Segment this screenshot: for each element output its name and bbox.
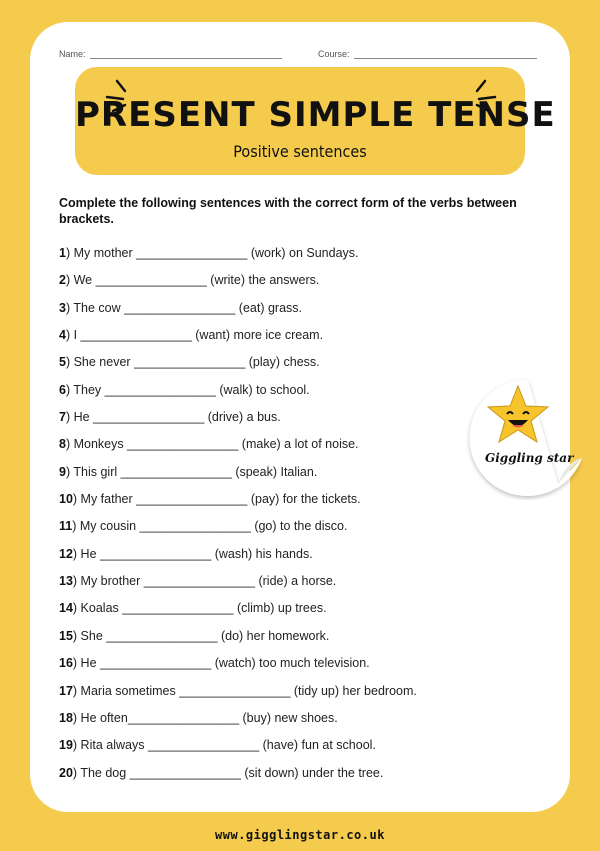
sentence-start: This girl bbox=[73, 464, 121, 479]
number-paren: ) bbox=[72, 710, 81, 725]
sentence-end: (do) her homework. bbox=[217, 628, 330, 643]
answer-blank[interactable]: ________________ bbox=[129, 765, 241, 780]
answer-blank[interactable]: ________________ bbox=[139, 519, 251, 534]
number-paren: ) bbox=[65, 246, 74, 260]
exercise-number: 2 bbox=[59, 273, 66, 288]
sentence-start: My brother bbox=[80, 574, 144, 589]
sentence-end: (wash) his hands. bbox=[211, 546, 313, 561]
course-field[interactable] bbox=[318, 49, 537, 59]
exercise-number: 12 bbox=[59, 546, 73, 561]
exercise-item bbox=[59, 383, 417, 410]
exercise-item bbox=[59, 355, 417, 382]
exercise-item bbox=[59, 574, 417, 601]
page-title: PRESENT SIMPLE TENSE bbox=[75, 95, 556, 135]
name-label: Name: bbox=[59, 49, 86, 59]
sentence-end: (sit down) under the tree. bbox=[240, 765, 384, 780]
answer-blank[interactable]: ________________ bbox=[127, 437, 239, 452]
sentence-end: (ride) a horse. bbox=[255, 574, 337, 589]
exercise-number: 5 bbox=[59, 355, 66, 370]
sentence-end: (watch) too much television. bbox=[211, 656, 370, 671]
exercise-item bbox=[59, 547, 417, 574]
sentence-end: (make) a lot of noise. bbox=[238, 437, 359, 452]
exercise-item bbox=[59, 328, 417, 355]
number-paren: ) bbox=[72, 492, 81, 507]
answer-blank[interactable]: ________________ bbox=[104, 382, 216, 397]
exercise-number: 16 bbox=[59, 656, 73, 671]
number-paren: ) bbox=[72, 601, 81, 616]
sentence-start: She bbox=[80, 628, 107, 643]
sentence-end: (play) chess. bbox=[245, 355, 320, 370]
answer-blank[interactable]: ________________ bbox=[100, 546, 212, 561]
answer-blank[interactable]: ________________ bbox=[147, 738, 260, 753]
sentence-start: She never bbox=[73, 355, 135, 370]
sentence-end: (drive) a bus. bbox=[204, 410, 281, 425]
sentence-start: They bbox=[73, 382, 105, 397]
exercise-item bbox=[59, 656, 417, 683]
exercise-number: 14 bbox=[59, 601, 73, 616]
number-paren: ) bbox=[72, 574, 81, 589]
number-paren: ) bbox=[72, 738, 81, 753]
answer-blank[interactable]: ________________ bbox=[143, 574, 255, 589]
answer-blank[interactable]: ________________ bbox=[120, 464, 232, 479]
sentence-start: Rita always bbox=[80, 738, 148, 753]
course-line[interactable] bbox=[354, 57, 537, 59]
sentence-end: (eat) grass. bbox=[235, 300, 303, 315]
answer-blank[interactable]: ________________ bbox=[100, 656, 212, 671]
answer-blank[interactable]: ________________ bbox=[136, 492, 248, 507]
number-paren: ) bbox=[65, 355, 74, 370]
sentence-start: We bbox=[73, 273, 96, 288]
sentence-end: (buy) new shoes. bbox=[239, 710, 338, 725]
exercise-item bbox=[59, 492, 417, 519]
exercise-item bbox=[59, 766, 417, 793]
exercise-number: 18 bbox=[59, 710, 73, 725]
number-paren: ) bbox=[72, 628, 81, 643]
sentence-end: (go) to the disco. bbox=[250, 519, 348, 534]
number-paren: ) bbox=[65, 410, 74, 425]
sticker-logo-text: Giggling star bbox=[485, 451, 574, 465]
sentence-start: He often bbox=[80, 710, 128, 725]
number-paren: ) bbox=[65, 273, 74, 288]
number-paren: ) bbox=[72, 656, 81, 671]
exercise-item bbox=[59, 711, 417, 738]
sentence-start: He bbox=[80, 546, 100, 561]
instructions: Complete the following sentences with the correct form of the verbs between brackets. bbox=[59, 196, 517, 226]
sentence-start: My cousin bbox=[79, 519, 140, 534]
number-paren: ) bbox=[65, 382, 74, 397]
sentence-start: Monkeys bbox=[73, 437, 128, 452]
exercise-number: 10 bbox=[59, 492, 73, 507]
sentence-start: Koalas bbox=[80, 601, 123, 616]
sentence-end: (have) fun at school. bbox=[259, 738, 376, 753]
sentence-start: He bbox=[73, 410, 94, 425]
course-label: Course: bbox=[318, 49, 350, 59]
giggling-star-sticker bbox=[466, 376, 590, 500]
number-paren: ) bbox=[72, 519, 80, 534]
exercise-item bbox=[59, 437, 417, 464]
number-paren: ) bbox=[65, 300, 74, 315]
page-subtitle: Positive sentences bbox=[233, 142, 367, 161]
answer-blank[interactable]: ________________ bbox=[95, 273, 207, 288]
exercise-item bbox=[59, 519, 417, 546]
exercise-number: 3 bbox=[59, 300, 66, 315]
answer-blank[interactable]: ________________ bbox=[80, 328, 192, 343]
sentence-end: (walk) to school. bbox=[215, 382, 310, 397]
answer-blank[interactable]: ________________ bbox=[127, 710, 240, 725]
number-paren: ) bbox=[72, 683, 81, 698]
exercise-item bbox=[59, 246, 417, 273]
exercise-number: 19 bbox=[59, 738, 73, 753]
answer-blank[interactable]: ________________ bbox=[179, 683, 291, 698]
sentence-start: I bbox=[73, 328, 81, 343]
exercise-number: 9 bbox=[59, 464, 66, 479]
exercise-number: 7 bbox=[59, 410, 66, 425]
exercise-item bbox=[59, 465, 417, 492]
exercise-number: 1 bbox=[59, 246, 66, 260]
number-paren: ) bbox=[72, 546, 81, 561]
number-paren: ) bbox=[65, 328, 74, 343]
sentence-start: My father bbox=[80, 492, 137, 507]
answer-blank[interactable]: ________________ bbox=[122, 601, 234, 616]
exercise-item bbox=[59, 601, 417, 628]
exercise-number: 20 bbox=[59, 765, 73, 780]
exercise-number: 11 bbox=[59, 519, 73, 534]
sentence-start: The dog bbox=[80, 765, 130, 780]
number-paren: ) bbox=[65, 464, 74, 479]
exercise-item bbox=[59, 410, 417, 437]
number-paren: ) bbox=[72, 765, 81, 780]
answer-blank[interactable]: ________________ bbox=[106, 628, 218, 643]
answer-blank[interactable]: ________________ bbox=[124, 300, 236, 315]
exercise-item bbox=[59, 273, 417, 300]
sentence-start: The cow bbox=[73, 300, 125, 315]
name-line[interactable] bbox=[90, 57, 282, 59]
sentence-start: Maria sometimes bbox=[80, 683, 180, 698]
sentence-end: (want) more ice cream. bbox=[191, 328, 324, 343]
number-paren: ) bbox=[65, 437, 74, 452]
sentence-start: My mother bbox=[73, 246, 137, 260]
exercise-number: 8 bbox=[59, 437, 66, 452]
exercise-item bbox=[59, 629, 417, 656]
sentence-end: (climb) up trees. bbox=[233, 601, 327, 616]
sentence-start: He bbox=[80, 656, 100, 671]
sentence-end: (speak) Italian. bbox=[231, 464, 318, 479]
exercise-number: 15 bbox=[59, 628, 73, 643]
name-field[interactable] bbox=[59, 49, 282, 59]
sentence-end: (pay) for the tickets. bbox=[247, 492, 361, 507]
exercise-number: 17 bbox=[59, 683, 73, 698]
answer-blank[interactable]: ________________ bbox=[93, 410, 205, 425]
sentence-end: (write) the answers. bbox=[206, 273, 320, 288]
exercise-item bbox=[59, 684, 417, 711]
footer-website[interactable]: www.gigglingstar.co.uk bbox=[215, 828, 385, 842]
exercise-list bbox=[59, 246, 417, 793]
exercise-item bbox=[59, 738, 417, 765]
sentence-end: (tidy up) her bedroom. bbox=[290, 683, 417, 698]
answer-blank[interactable]: ________________ bbox=[136, 246, 248, 260]
sentence-end: (work) on Sundays. bbox=[247, 246, 359, 260]
title-banner bbox=[75, 67, 556, 175]
exercise-number: 4 bbox=[59, 328, 66, 343]
answer-blank[interactable]: ________________ bbox=[134, 355, 246, 370]
exercise-item bbox=[59, 301, 417, 328]
exercise-number: 13 bbox=[59, 574, 73, 589]
exercise-number: 6 bbox=[59, 382, 66, 397]
